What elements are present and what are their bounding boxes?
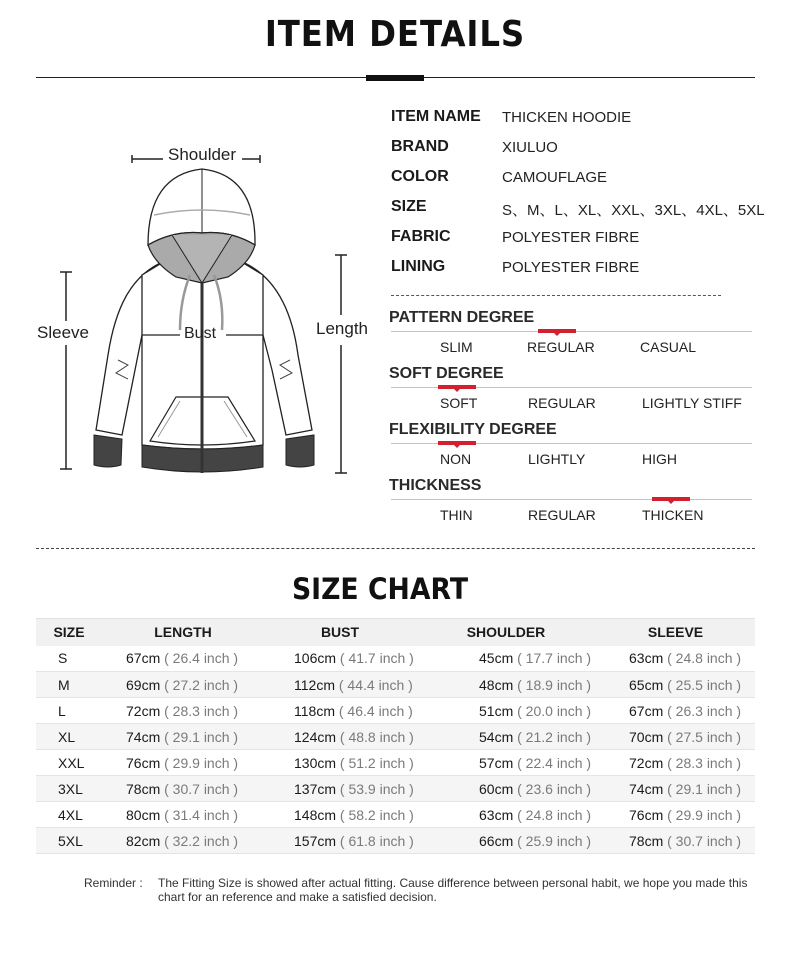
size-cell: 4XL xyxy=(36,802,102,828)
column-header-shoulder: SHOULDER xyxy=(416,619,596,646)
inch-value: ( 24.8 inch ) xyxy=(667,650,742,667)
length-cell xyxy=(102,750,264,776)
info-value: THICKEN HOODIE xyxy=(502,109,632,126)
inch-value: ( 44.4 inch ) xyxy=(338,676,413,693)
column-header-length: LENGTH xyxy=(102,619,264,646)
shoulder-cell xyxy=(416,828,596,854)
inch-value: ( 46.4 inch ) xyxy=(338,702,413,719)
bust-cell xyxy=(264,646,416,672)
reminder-text: The Fitting Size is showed after actual fitting. Cause difference between personal habit, we hope you made this chart for an reference and make a satisfied decision. xyxy=(158,876,748,904)
cm-value: 74cm xyxy=(629,780,664,797)
bust-label: Bust xyxy=(184,325,217,342)
length-cell xyxy=(102,646,264,672)
degree-option: LIGHTLY STIFF xyxy=(642,395,742,411)
cm-value: 78cm xyxy=(629,832,664,849)
inch-value: ( 28.3 inch ) xyxy=(667,754,742,771)
size-cell: L xyxy=(36,698,102,724)
cm-value: 76cm xyxy=(629,806,664,823)
selected-marker-icon xyxy=(438,385,476,389)
selected-marker-icon xyxy=(538,329,576,333)
cm-value: 54cm xyxy=(479,728,514,745)
shoulder-cell xyxy=(416,750,596,776)
inch-value: ( 22.4 inch ) xyxy=(517,754,592,771)
column-header-sleeve: SLEEVE xyxy=(596,619,755,646)
hoodie-icon xyxy=(30,135,380,485)
info-value: CAMOUFLAGE xyxy=(502,169,608,186)
cm-value: 137cm xyxy=(294,780,337,797)
inch-value: ( 32.2 inch ) xyxy=(164,832,239,849)
shoulder-cell xyxy=(416,802,596,828)
inch-value: ( 31.4 inch ) xyxy=(164,806,239,823)
cm-value: 51cm xyxy=(479,702,514,719)
table-header-row xyxy=(36,619,755,646)
inch-value: ( 29.1 inch ) xyxy=(667,780,742,797)
shoulder-label: Shoulder xyxy=(168,145,237,164)
degree-option-selected: NON xyxy=(440,451,472,467)
inch-value: ( 48.8 inch ) xyxy=(339,728,414,745)
info-value: POLYESTER FIBRE xyxy=(502,259,640,276)
table-row xyxy=(36,724,755,750)
table-row xyxy=(36,646,755,672)
inch-value: ( 41.7 inch ) xyxy=(339,650,414,667)
table-row xyxy=(36,698,755,724)
shoulder-cell xyxy=(416,672,596,698)
flexibility-degree-scale xyxy=(389,421,754,477)
selected-marker-icon xyxy=(438,441,476,445)
inch-value: ( 61.8 inch ) xyxy=(339,832,414,849)
size-cell: XXL xyxy=(36,750,102,776)
length-cell xyxy=(102,776,264,802)
cm-value: 130cm xyxy=(294,754,337,771)
column-header-bust: BUST xyxy=(264,619,416,646)
inch-value: ( 29.1 inch ) xyxy=(164,728,239,745)
inch-value: ( 17.7 inch ) xyxy=(517,650,592,667)
inch-value: ( 26.4 inch ) xyxy=(164,650,239,667)
inch-value: ( 25.5 inch ) xyxy=(667,676,742,693)
table-row xyxy=(36,750,755,776)
bust-cell xyxy=(264,750,416,776)
degree-option-selected: THICKEN xyxy=(642,507,704,523)
degree-track xyxy=(391,499,752,500)
reminder-label: Reminder : xyxy=(84,876,143,890)
shoulder-cell xyxy=(416,646,596,672)
cm-value: 67cm xyxy=(629,702,664,719)
soft-degree-scale xyxy=(389,365,754,421)
sleeve-cell xyxy=(596,802,755,828)
inch-value: ( 30.7 inch ) xyxy=(164,780,239,797)
section-divider xyxy=(36,548,755,549)
table-row xyxy=(36,776,755,802)
cm-value: 124cm xyxy=(294,728,337,745)
sleeve-label: Sleeve xyxy=(37,323,89,342)
inch-value: ( 21.2 inch ) xyxy=(517,728,592,745)
info-label: LINING xyxy=(391,258,446,275)
degree-option: HIGH xyxy=(642,451,677,467)
cm-value: 45cm xyxy=(479,650,514,667)
cm-value: 78cm xyxy=(126,780,161,797)
cm-value: 69cm xyxy=(126,676,161,693)
info-label: ITEM NAME xyxy=(391,108,481,125)
cm-value: 118cm xyxy=(294,702,335,719)
selected-marker-icon xyxy=(652,497,690,501)
inch-value: ( 58.2 inch ) xyxy=(339,806,414,823)
cm-value: 80cm xyxy=(126,806,161,823)
cm-value: 63cm xyxy=(479,806,514,823)
cm-value: 148cm xyxy=(294,806,337,823)
sleeve-cell xyxy=(596,828,755,854)
length-cell xyxy=(102,698,264,724)
inch-value: ( 23.6 inch ) xyxy=(517,780,592,797)
cm-value: 76cm xyxy=(126,754,161,771)
column-header-size: SIZE xyxy=(36,619,102,646)
sleeve-cell xyxy=(596,698,755,724)
inch-value: ( 29.9 inch ) xyxy=(164,754,239,771)
cm-value: 157cm xyxy=(294,832,337,849)
length-cell xyxy=(102,672,264,698)
degree-option: THIN xyxy=(440,507,473,523)
inch-value: ( 51.2 inch ) xyxy=(339,754,414,771)
inch-value: ( 30.7 inch ) xyxy=(667,832,742,849)
inch-value: ( 26.3 inch ) xyxy=(667,702,742,719)
degree-option: LIGHTLY xyxy=(528,451,586,467)
size-chart-table xyxy=(36,618,755,854)
thickness-scale xyxy=(389,477,754,533)
degree-title: FLEXIBILITY DEGREE xyxy=(389,421,557,438)
table-row xyxy=(36,672,755,698)
cm-value: 72cm xyxy=(126,702,161,719)
size-cell: 3XL xyxy=(36,776,102,802)
inch-value: ( 27.5 inch ) xyxy=(667,728,742,745)
sleeve-cell xyxy=(596,672,755,698)
cm-value: 82cm xyxy=(126,832,161,849)
cm-value: 63cm xyxy=(629,650,664,667)
length-label: Length xyxy=(316,319,368,338)
degree-option-selected: REGULAR xyxy=(527,339,595,355)
info-label: SIZE xyxy=(391,198,427,215)
cm-value: 74cm xyxy=(126,728,161,745)
bust-cell xyxy=(264,828,416,854)
cm-value: 70cm xyxy=(629,728,664,745)
inch-value: ( 25.9 inch ) xyxy=(517,832,592,849)
bust-cell xyxy=(264,776,416,802)
table-row xyxy=(36,802,755,828)
hoodie-measurement-diagram xyxy=(30,135,380,485)
shoulder-cell xyxy=(416,776,596,802)
cm-value: 112cm xyxy=(294,676,335,693)
pattern-degree-scale xyxy=(389,309,754,365)
degree-title: SOFT DEGREE xyxy=(389,365,504,382)
cm-value: 48cm xyxy=(479,676,514,693)
size-cell: XL xyxy=(36,724,102,750)
inch-value: ( 18.9 inch ) xyxy=(517,676,592,693)
cm-value: 60cm xyxy=(479,780,514,797)
info-divider xyxy=(391,295,721,296)
length-cell xyxy=(102,828,264,854)
sleeve-cell xyxy=(596,750,755,776)
degree-option-selected: SOFT xyxy=(440,395,478,411)
inch-value: ( 28.3 inch ) xyxy=(164,702,239,719)
cm-value: 72cm xyxy=(629,754,664,771)
degree-title: PATTERN DEGREE xyxy=(389,309,535,326)
inch-value: ( 27.2 inch ) xyxy=(164,676,239,693)
info-value: XIULUO xyxy=(502,139,558,156)
page-title: ITEM DETAILS xyxy=(264,14,526,55)
bust-cell xyxy=(264,724,416,750)
bust-cell xyxy=(264,802,416,828)
cm-value: 65cm xyxy=(629,676,664,693)
info-value: POLYESTER FIBRE xyxy=(502,229,640,246)
shoulder-cell xyxy=(416,698,596,724)
info-value: S、M、L、XL、XXL、3XL、4XL、5XL xyxy=(502,202,765,219)
degree-option: REGULAR xyxy=(528,395,596,411)
cm-value: 106cm xyxy=(294,650,337,667)
inch-value: ( 53.9 inch ) xyxy=(339,780,414,797)
size-cell: S xyxy=(36,646,102,672)
inch-value: ( 20.0 inch ) xyxy=(517,702,592,719)
bust-cell xyxy=(264,672,416,698)
degree-option: SLIM xyxy=(440,339,473,355)
title-divider-accent xyxy=(366,75,424,81)
length-cell xyxy=(102,724,264,750)
sleeve-cell xyxy=(596,646,755,672)
cm-value: 66cm xyxy=(479,832,514,849)
size-cell: 5XL xyxy=(36,828,102,854)
sleeve-cell xyxy=(596,724,755,750)
table-row xyxy=(36,828,755,854)
shoulder-cell xyxy=(416,724,596,750)
degree-option: CASUAL xyxy=(640,339,697,355)
size-cell: M xyxy=(36,672,102,698)
info-label: FABRIC xyxy=(391,228,451,245)
inch-value: ( 24.8 inch ) xyxy=(517,806,592,823)
degree-title: THICKNESS xyxy=(389,477,482,494)
sleeve-cell xyxy=(596,776,755,802)
bust-cell xyxy=(264,698,416,724)
info-label: COLOR xyxy=(391,168,449,185)
degree-option: REGULAR xyxy=(528,507,596,523)
size-chart-title: SIZE CHART xyxy=(291,572,469,606)
inch-value: ( 29.9 inch ) xyxy=(667,806,742,823)
cm-value: 67cm xyxy=(126,650,161,667)
cm-value: 57cm xyxy=(479,754,514,771)
info-label: BRAND xyxy=(391,138,449,155)
length-cell xyxy=(102,802,264,828)
